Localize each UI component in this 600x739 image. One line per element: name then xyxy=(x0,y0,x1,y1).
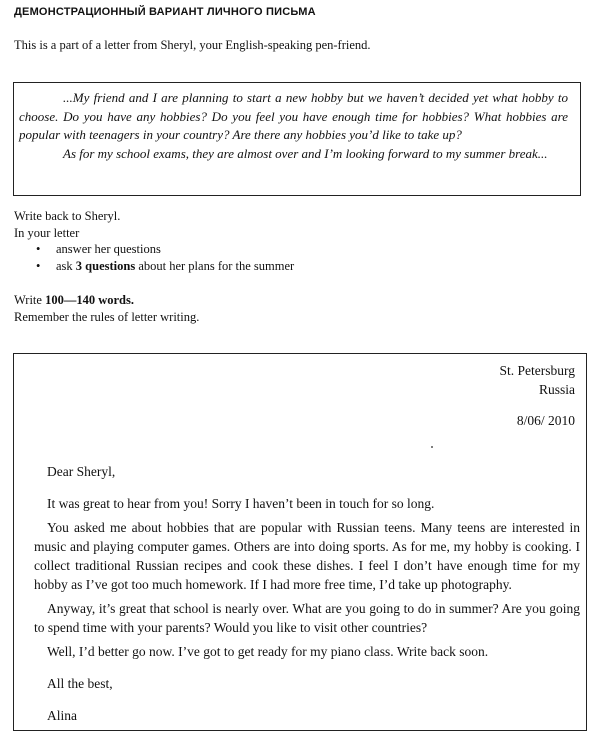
intro-text: This is a part of a letter from Sheryl, your English-speaking pen-friend. xyxy=(14,38,371,52)
bullet-text-pre: ask xyxy=(56,258,76,273)
word-count-bold: 100—140 words. xyxy=(45,293,134,307)
word-count-instructions xyxy=(14,292,199,325)
letter-body xyxy=(34,462,580,730)
sender-address xyxy=(499,361,575,399)
rules-line: Remember the rules of letter writing. xyxy=(14,309,200,324)
task-bullet-answer xyxy=(36,241,294,258)
address-country: Russia xyxy=(538,382,575,397)
task-instructions xyxy=(14,208,294,274)
bullet-text-post: about her plans for the summer xyxy=(135,258,295,273)
page-title: ДЕМОНСТРАЦИОННЫЙ ВАРИАНТ ЛИЧНОГО ПИСЬМА xyxy=(14,6,316,18)
task-bullet-ask xyxy=(36,258,294,275)
letter-paragraph-1: It was great to hear from you! Sorry I haven’t been in touch for so long. xyxy=(47,496,435,511)
excerpt-paragraph-1: ...My friend and I are planning to start a new hobby but we haven’t decided yet what hobby to choose. Do you have any hobbies? Do you feel you have enough time for hobbies? What hobbies are popular with teenagers in your country? Are there any hobbies you’d like to take up? xyxy=(19,90,568,142)
letter-excerpt-box xyxy=(13,82,581,196)
letter-paragraph-4: Well, I’d better go now. I’ve got to get ready for my piano class. Write back soon. xyxy=(47,644,489,659)
excerpt-paragraph-2: As for my school exams, they are almost over and I’m looking forward to my summer break... xyxy=(63,145,548,161)
stray-dot xyxy=(431,446,433,448)
word-count-line xyxy=(14,292,199,309)
sample-letter-box xyxy=(13,353,587,731)
letter-paragraph-2: You asked me about hobbies that are popular with Russian teens. Many teens are interested in music and playing computer games. Others are into doing sports. As for me, my hobby is cooking. I collect traditional Russian recipes and cook these dishes. I feel I don’t have enough time for my hobby as I’ve got too much homework. If I had more free time, I’d take up photography. xyxy=(34,520,580,592)
task-line-in-your-letter: In your letter xyxy=(14,225,80,240)
letter-date: 8/06/ 2010 xyxy=(516,413,575,428)
letter-closing: All the best, xyxy=(47,676,113,691)
letter-signature: Alina xyxy=(47,708,77,723)
address-city: St. Petersburg xyxy=(499,363,575,378)
letter-paragraph-3: Anyway, it’s great that school is nearly over. What are you going to do in summer? Are you going to spend time with your parents? Would you like to visit other countries? xyxy=(34,601,580,635)
bullet-text: answer her questions xyxy=(56,242,161,256)
bullet-text-bold: 3 questions xyxy=(75,258,136,273)
letter-greeting: Dear Sheryl, xyxy=(47,464,116,479)
word-count-pre: Write xyxy=(14,293,46,307)
task-line-write-back: Write back to Sheryl. xyxy=(14,209,121,223)
task-bullet-list xyxy=(14,241,294,274)
